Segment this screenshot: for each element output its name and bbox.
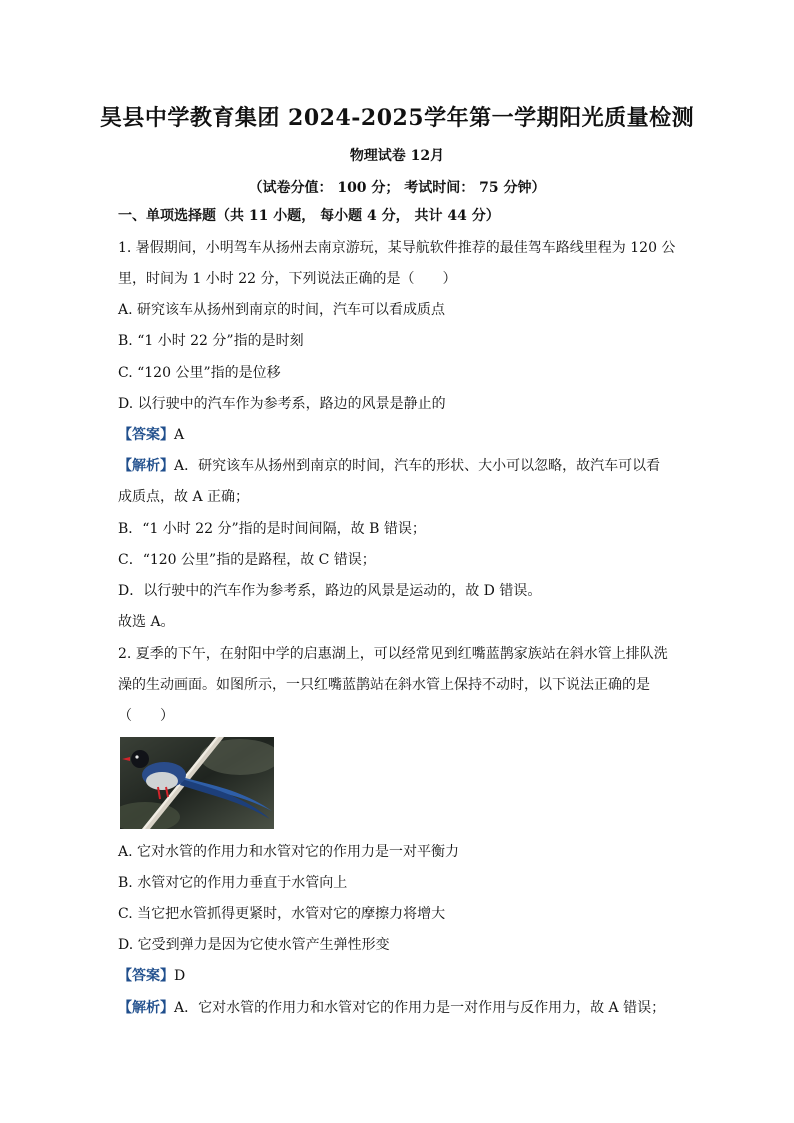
answer-tag: 【答案】	[118, 968, 174, 984]
analysis-text: A．研究该车从扬州到南京的时间，汽车的形状、大小可以忽略，故汽车可以看	[174, 458, 661, 474]
bird-photo	[120, 737, 274, 829]
answer-tag: 【答案】	[118, 427, 174, 443]
q2-stem-line-3: （ ）	[118, 708, 174, 724]
q1-stem-line-2: 里，时间为 1 小时 22 分，下列说法正确的是（ ）	[118, 271, 457, 287]
exam-title: 昊县中学教育集团 2024-2025学年第一学期阳光质量检测	[99, 105, 695, 131]
q2-option-a: A. 它对水管的作用力和水管对它的作用力是一对平衡力	[118, 844, 460, 860]
q1-analysis-line-6: 故选 A。	[118, 614, 175, 630]
analysis-text: A．它对水管的作用力和水管对它的作用力是一对作用与反作用力，故 A 错误；	[174, 1000, 666, 1016]
q2-stem-line-1: 2. 夏季的下午，在射阳中学的启惠湖上，可以经常见到红嘴蓝鹊家族站在斜水管上排队洗	[118, 646, 668, 662]
q1-option-c: C. “120 公里”指的是位移	[118, 365, 281, 381]
q1-option-b: B. “1 小时 22 分”指的是时刻	[118, 333, 304, 349]
q2-option-c: C. 当它把水管抓得更紧时，水管对它的摩擦力将增大	[118, 906, 446, 922]
q1-analysis-line-5: D．以行驶中的汽车作为参考系，路边的风景是运动的，故 D 错误。	[118, 583, 542, 599]
exam-subtitle: 物理试卷 12月	[349, 148, 445, 164]
exam-meta: （试卷分值： 100 分； 考试时间： 75 分钟）	[248, 180, 546, 196]
section-heading: 一、单项选择题（共 11 小题， 每小题 4 分， 共计 44 分）	[118, 208, 500, 224]
q2-analysis-line-1	[118, 999, 665, 1017]
q1-stem-line-1: 1. 暑假期间，小明驾车从扬州去南京游玩，某导航软件推荐的最佳驾车路线里程为 120 公	[118, 240, 676, 256]
q1-analysis-line-1	[118, 457, 660, 475]
q1-analysis-line-3: B．“1 小时 22 分”指的是时间间隔，故 B 错误；	[118, 521, 426, 537]
q1-option-d: D. 以行驶中的汽车作为参考系，路边的风景是静止的	[118, 396, 446, 412]
answer-value: A	[174, 427, 185, 443]
q1-analysis-line-4: C．“120 公里”指的是路程，故 C 错误；	[118, 552, 376, 568]
analysis-tag: 【解析】	[118, 458, 174, 474]
q2-option-d: D. 它受到弹力是因为它使水管产生弹性形变	[118, 937, 390, 953]
bird-on-pipe-illustration	[120, 737, 274, 829]
answer-value: D	[174, 968, 186, 984]
q2-stem-line-2: 澡的生动画面。如图所示，一只红嘴蓝鹊站在斜水管上保持不动时，以下说法正确的是	[118, 677, 650, 693]
q2-option-b: B. 水管对它的作用力垂直于水管向上	[118, 875, 348, 891]
q1-analysis-line-2: 成质点，故 A 正确；	[118, 489, 250, 505]
q1-option-a: A. 研究该车从扬州到南京的时间，汽车可以看成质点	[118, 302, 446, 318]
q2-answer	[118, 967, 185, 985]
q1-answer	[118, 426, 184, 444]
analysis-tag: 【解析】	[118, 1000, 174, 1016]
